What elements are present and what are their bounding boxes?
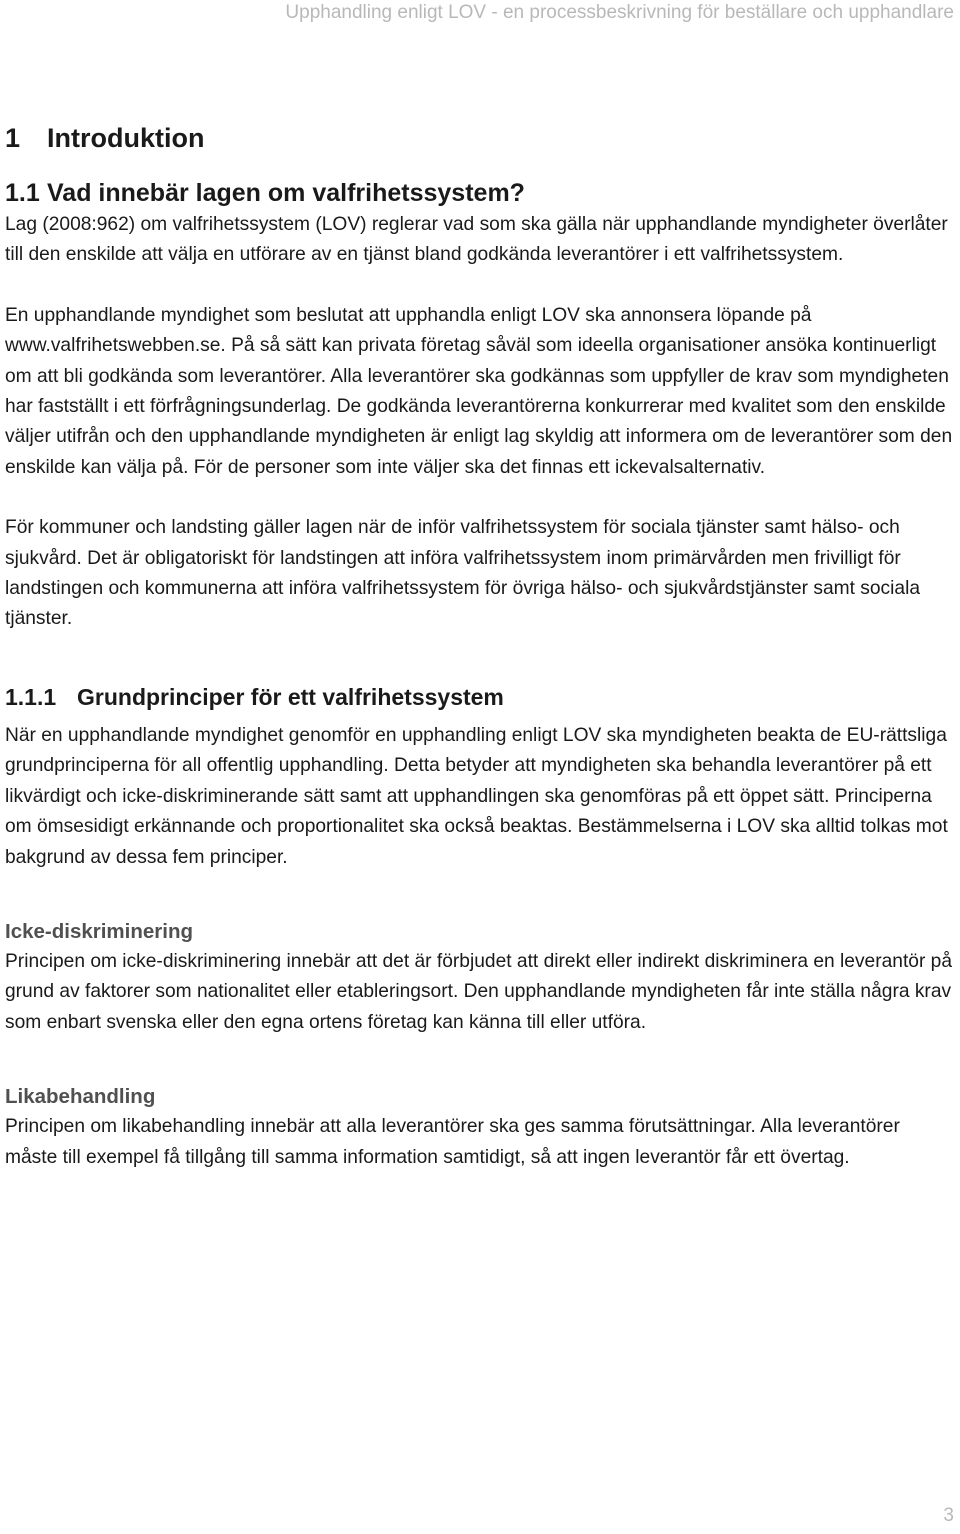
section-title: Vad innebär lagen om valfrihetssystem? [47, 179, 525, 207]
subsection-heading [5, 681, 955, 713]
document-body [5, 120, 955, 1173]
section-paragraph: Lag (2008:962) om valfrihetssystem (LOV) reglerar vad som ska gälla när upphandlande myndigheter överlåter till den enskilde att välja en utförare av en tjänst bland godkända leverantörer i ett valfrihetssystem. [5, 214, 948, 266]
running-header: Upphandling enligt LOV - en processbeskrivning för beställare och upphandlare [285, 2, 954, 23]
chapter-number: 1 [5, 123, 21, 153]
subsection-number: 1.1.1 [5, 683, 57, 710]
section-heading [5, 176, 955, 210]
page-number: 3 [943, 1505, 954, 1526]
principle-text: Principen om likabehandling innebär att alla leverantörer ska ges samma förutsättningar. Alla leverantörer måste till exempel få tillgång till samma information samtidigt, så att ingen leverantör får ett övertag. [5, 1116, 900, 1168]
chapter-title: Introduktion [47, 123, 205, 153]
subsection-paragraph: När en upphandlande myndighet genomför en upphandling enligt LOV ska myndigheten beakta de EU-rättsliga grundprinciperna för all offentlig upphandling. Detta betyder att myndigheten ska behandla leverantörer på ett likvärdigt och icke-diskriminerande sätt samt att upphandlingen ska genomföras på ett öppet sätt. Principerna om ömsesidigt erkännande och proportionalitet ska också beaktas. Bestämmelserna i LOV ska alltid tolkas mot bakgrund av dessa fem principer. [5, 724, 948, 868]
section-number: 1.1 [5, 179, 40, 207]
principle-text: Principen om icke-diskriminering innebär att det är förbjudet att direkt eller indirekt diskriminera en leverantör på grund av faktorer som nationalitet eller etableringsort. Den upphandlande myndigheten får inte ställa några krav som enbart svenska eller den egna ortens företag kan känna till eller utföra. [5, 950, 953, 1033]
principle-heading: Icke-diskriminering [5, 919, 193, 943]
principle-heading: Likabehandling [5, 1085, 156, 1109]
subsection-title: Grundprinciper för ett valfrihetssystem [77, 683, 504, 710]
section-paragraph: En upphandlande myndighet som beslutat att upphandla enligt LOV ska annonsera löpande på www.valfrihetswebben.se. På så sätt kan privata företag såväl som ideella organisationer ansöka kontinuerligt om att bli godkända som leverantörer. Alla leverantörer ska godkännas som uppfyller de krav som myndigheten har fastställt i ett förfrågningsunderlag. De godkända leverantörerna konkurrerar med kvalitet som den enskilde väljer utifrån och den upphandlande myndigheten är enligt lag skyldig att informera om de leverantörer som den enskilde kan välja på. För de personer som inte väljer ska det finnas ett ickevalsalternativ. [5, 304, 953, 478]
section-paragraph: För kommuner och landsting gäller lagen när de inför valfrihetssystem för sociala tjänster samt hälso- och sjukvård. Det är obligatoriskt för landstingen att införa valfrihetssystem inom primärvården men frivilligt för landstingen och kommunerna att införa valfrihetssystem för övriga hälso- och sjukvårdstjänster samt sociala tjänster. [5, 517, 921, 630]
chapter-heading [5, 120, 955, 156]
